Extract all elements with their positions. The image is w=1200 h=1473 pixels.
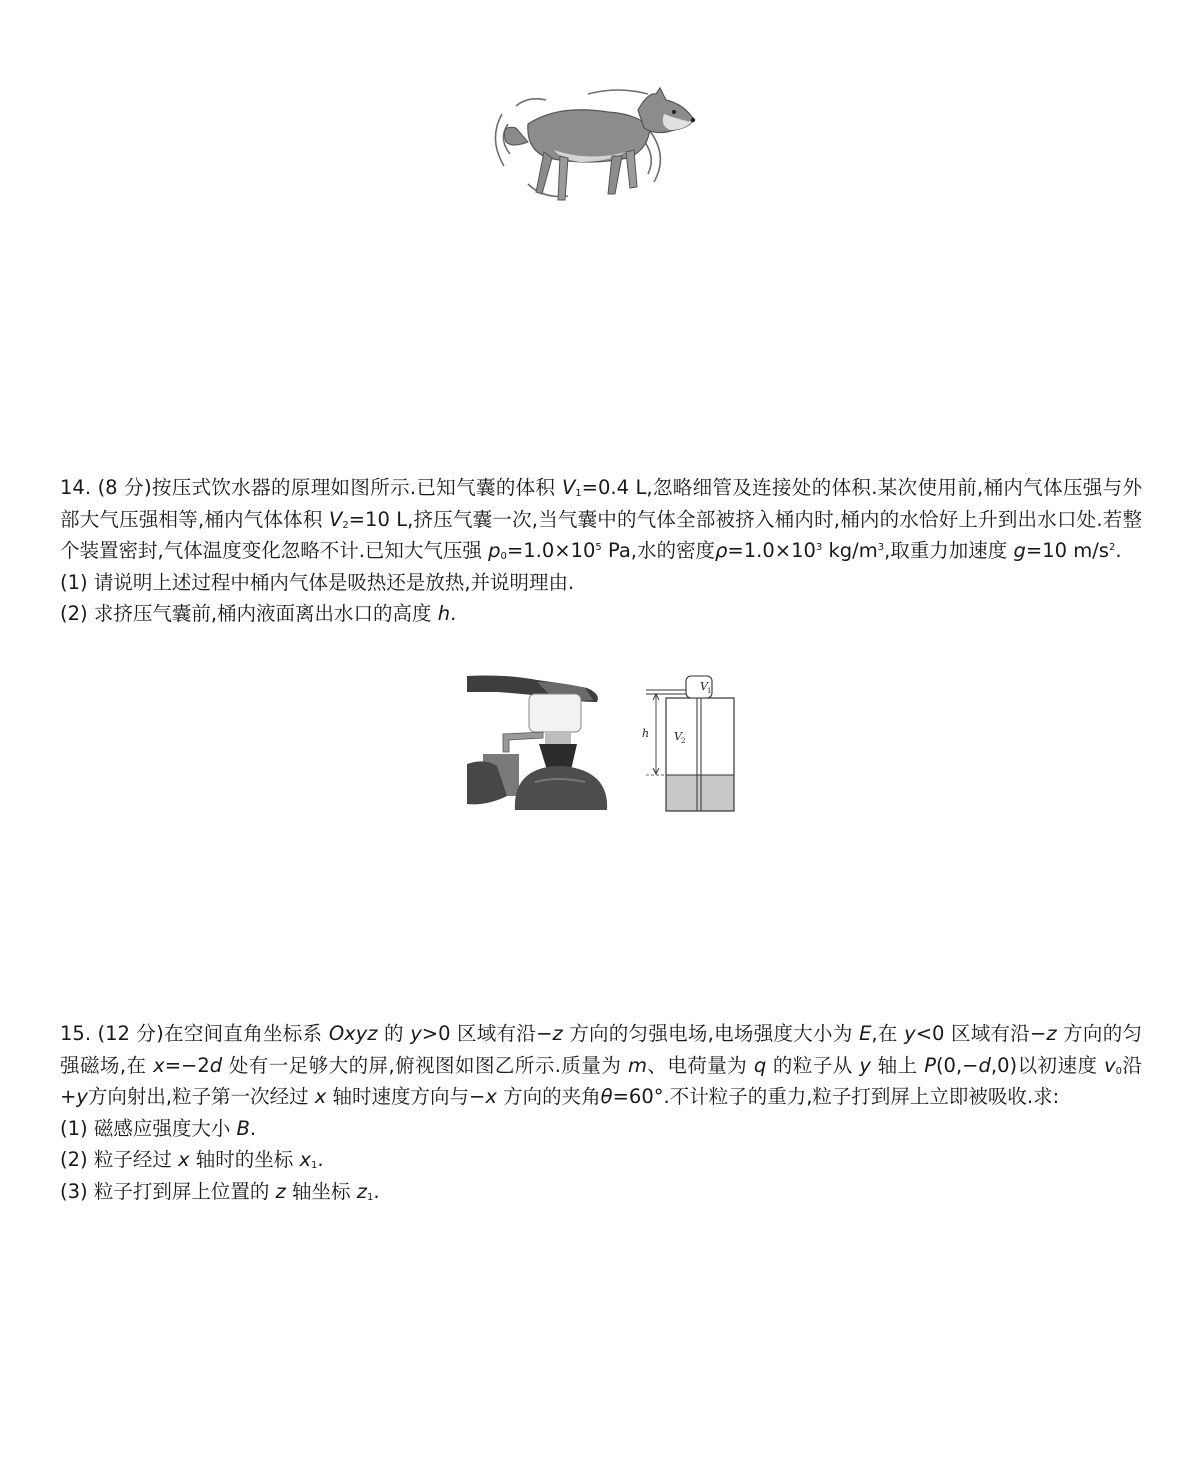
statement-text: =10 L,挤压气囊一次,当气囊中的气体全部被挤入桶内时,桶内的水恰好上升到出水口处.若整个装置密封,气体温度变化忽略不计.已知大气压强 <box>60 507 1142 562</box>
statement-text: . <box>450 602 457 625</box>
statement-text: =1.0×10 <box>727 539 816 562</box>
var-x: x <box>153 1053 165 1077</box>
v1-label: V <box>700 680 708 693</box>
problem-15-part-1 <box>60 1113 1142 1145</box>
statement-text: kg/m <box>822 539 878 562</box>
water-pump-photo <box>467 672 613 810</box>
problem-number: 15. <box>60 1022 92 1045</box>
statement-text: =1.0×10 <box>506 539 596 562</box>
var-v1: V <box>561 476 576 499</box>
statement-text: <0 区域有沿− <box>915 1022 1047 1045</box>
var-h: h <box>437 602 451 625</box>
var-e: E <box>859 1022 872 1045</box>
statement-text: ,在 <box>871 1022 898 1045</box>
exponent: 3 <box>815 542 823 553</box>
var-z: z <box>1046 1022 1057 1045</box>
statement-text: Pa,水的密度 <box>601 539 715 562</box>
statement-text: 在空间直角坐标系 <box>163 1022 323 1045</box>
var-y: y <box>410 1022 422 1045</box>
var-z1-subscript: 1 <box>366 1191 374 1203</box>
var-m: m <box>627 1053 647 1077</box>
var-d: d <box>978 1053 991 1077</box>
problem-15-statement <box>60 1018 1142 1113</box>
var-y: y <box>904 1022 916 1045</box>
var-d: d <box>209 1053 223 1077</box>
var-x: x <box>485 1085 497 1108</box>
statement-text: (3) 粒子打到屏上位置的 <box>60 1179 270 1203</box>
problem-15 <box>60 1018 1142 1207</box>
statement-text: >0 区域有沿− <box>421 1022 553 1045</box>
statement-text: =60°.不计粒子的重力,粒子打到屏上立即被吸收.求: <box>612 1085 1060 1108</box>
statement-text: 、电荷量为 <box>646 1053 748 1077</box>
problem-14-statement <box>60 472 1142 567</box>
problem-points: (8 分) <box>97 476 152 499</box>
statement-text: 沿+ <box>60 1053 1142 1108</box>
var-p0: p <box>488 539 501 562</box>
var-oxyz: Oxyz <box>328 1022 378 1045</box>
statement-text: . <box>249 1116 257 1140</box>
var-v2-subscript: 2 <box>342 519 349 531</box>
var-y: y <box>76 1085 88 1108</box>
var-p: P <box>924 1053 936 1077</box>
var-p0-subscript: 0 <box>500 551 507 562</box>
statement-text: =0.4 L,忽略细管及连接处的体积.某次使用前,桶内气体压强与外部大气压强相等,桶内气体体积 <box>60 476 1142 531</box>
statement-text: ,取重力加速度 <box>884 539 1008 562</box>
statement-text: 的 <box>383 1022 404 1045</box>
statement-text: (2) 求挤压气囊前,桶内液面离出水口的高度 <box>60 602 432 625</box>
problem-14-part-2 <box>60 598 1142 630</box>
problem-number: 14. <box>60 476 92 499</box>
statement-text: (0,− <box>935 1053 979 1077</box>
h-label: h <box>642 727 650 740</box>
var-x1: x <box>299 1148 312 1171</box>
v1-label-subscript: 1 <box>707 687 712 695</box>
statement-text: 轴时的坐标 <box>195 1148 294 1171</box>
v2-label-subscript: 2 <box>681 737 686 745</box>
statement-text: 方向的匀强电场,电场强度大小为 <box>569 1022 853 1045</box>
var-theta: θ <box>600 1085 613 1108</box>
problem-15-part-2 <box>60 1144 1142 1176</box>
statement-text: 按压式饮水器的原理如图所示.已知气囊的体积 <box>151 476 556 499</box>
var-v1-subscript: 1 <box>575 488 582 499</box>
statement-text: ,0)以初速度 <box>990 1053 1098 1077</box>
var-rho: ρ <box>715 539 728 562</box>
problem-15-part-3 <box>60 1176 1142 1208</box>
var-x: x <box>178 1148 190 1171</box>
v2-label: V <box>674 730 682 743</box>
var-x1-subscript: 1 <box>311 1160 318 1171</box>
var-g: g <box>1013 539 1026 562</box>
exponent: 2 <box>1108 542 1116 553</box>
var-z: z <box>275 1179 286 1203</box>
problem-points: (12 分) <box>97 1022 164 1045</box>
statement-text: 处有一足够大的屏,俯视图如图乙所示.质量为 <box>228 1053 622 1077</box>
exponent: 3 <box>877 542 885 553</box>
var-x: x <box>314 1085 327 1108</box>
var-z: z <box>552 1022 563 1045</box>
statement-text: =−2 <box>164 1053 210 1077</box>
statement-text: 的粒子从 <box>772 1053 853 1077</box>
var-y: y <box>859 1053 871 1077</box>
statement-text: 轴时速度方向与− <box>332 1085 486 1108</box>
statement-text: (1) 磁感应强度大小 <box>60 1116 231 1140</box>
var-v0-subscript: 0 <box>1115 1065 1122 1077</box>
var-v2: V <box>329 507 343 531</box>
statement-text: 方向的匀强磁场,在 <box>60 1022 1142 1077</box>
statement-text: (2) 粒子经过 <box>60 1148 172 1171</box>
problem-14 <box>60 472 1142 630</box>
var-b: B <box>236 1116 250 1140</box>
statement-text: =10 m/s <box>1025 539 1109 562</box>
statement-text: 轴上 <box>877 1053 918 1077</box>
statement-text: 方向射出,粒子第一次经过 <box>87 1085 309 1108</box>
statement-text: . <box>1115 539 1122 562</box>
var-q: q <box>753 1053 767 1077</box>
problem-14-part-1: (1) 请说明上述过程中桶内气体是吸热还是放热,并说明理由. <box>60 570 575 594</box>
var-z1: z <box>356 1179 367 1203</box>
pump-schematic-diagram <box>636 672 740 814</box>
statement-text: . <box>373 1179 380 1203</box>
statement-text: 方向的夹角 <box>503 1085 601 1108</box>
statement-text: . <box>317 1148 324 1171</box>
statement-text: 轴坐标 <box>291 1179 351 1203</box>
shaking-dog-illustration <box>488 84 706 212</box>
exponent: 5 <box>595 542 602 553</box>
var-v0: v <box>1104 1053 1116 1077</box>
